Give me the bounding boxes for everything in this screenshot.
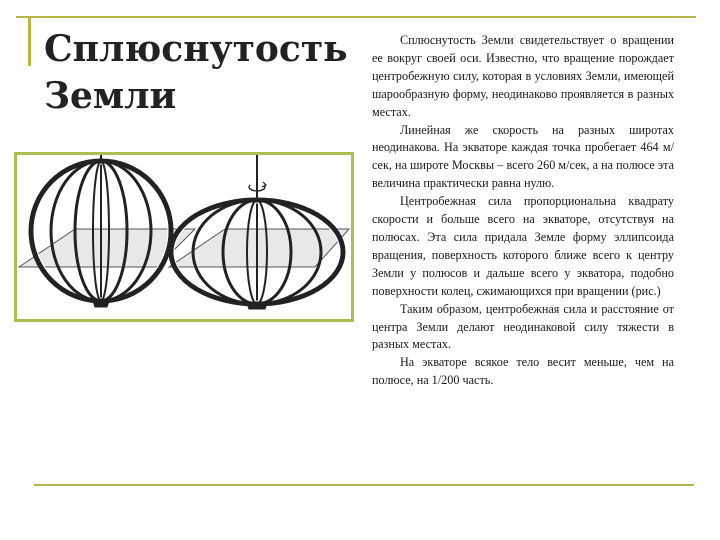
title-line-1: Сплюснутость (44, 28, 348, 70)
left-rings (31, 155, 171, 307)
body-text (372, 32, 674, 390)
paragraph-1: Сплюснутость Земли свидетельствует о вращении ее вокруг своей оси. Известно, что вращение порождает центробежную силу, которая в условиях Земли, имеющей шарообразную форму, неодинаково проявляется в разных местах. (372, 33, 674, 119)
slide-title (44, 26, 354, 120)
rings-drawing (17, 155, 351, 319)
rotation-illustration (14, 152, 354, 322)
right-rings (171, 155, 343, 309)
paragraph-2: Линейная же скорость на разных широтах неодинакова. На экваторе каждая точка пробегает 464 м/сек, на широте Москвы – всего 260 м/сек, а на полюсе эта величина практически равна нулю. (372, 122, 674, 191)
paragraph-3: Центробежная сила пропорциональна квадрату скорости и больше всего на экваторе, отсутствуя на полюсах. Эта сила придала Земле форму эллипсоида вращения, поверхность которого ближе всего к центру Земли у полюсов и дальше всего у экватора, подобно поверхности колец, сжимающихся при вращении (рис.) (372, 194, 674, 298)
top-rule (16, 16, 696, 18)
paragraph-5: На экваторе всякое тело весит меньше, чем на полюсе, на 1/200 часть. (372, 355, 674, 388)
accent-vertical-rule (28, 16, 31, 66)
paragraph-4: Таким образом, центробежная сила и расстояние от центра Земли делают неодинаковой силу тяжести в разных местах. (372, 301, 674, 352)
bottom-rule (34, 484, 694, 486)
title-line-2: Земли (44, 75, 177, 117)
